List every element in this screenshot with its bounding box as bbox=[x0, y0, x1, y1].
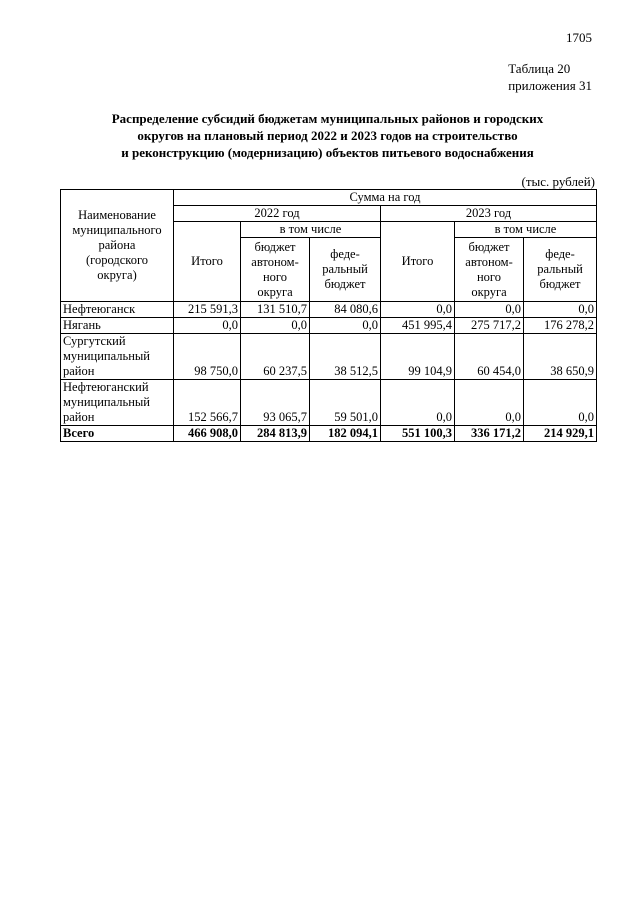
header-name-column bbox=[61, 190, 174, 302]
header-federal-2022 bbox=[310, 238, 381, 302]
table-row bbox=[61, 334, 597, 380]
header-including-2022: в том числе bbox=[241, 222, 381, 238]
cell-value: 38 512,5 bbox=[310, 334, 381, 380]
total-value: 466 908,0 bbox=[174, 426, 241, 442]
total-value: 336 171,2 bbox=[455, 426, 524, 442]
header-federal-2023 bbox=[524, 238, 597, 302]
total-value: 284 813,9 bbox=[241, 426, 310, 442]
header-text: муниципального bbox=[72, 223, 162, 237]
row-name-text: Сургутский bbox=[63, 334, 126, 348]
cell-value: 0,0 bbox=[381, 380, 455, 426]
header-text: ного bbox=[262, 269, 287, 284]
cell-value: 451 995,4 bbox=[381, 318, 455, 334]
header-text: бюджет bbox=[254, 239, 296, 254]
page-number: 1705 bbox=[566, 30, 592, 45]
cell-value: 59 501,0 bbox=[310, 380, 381, 426]
cell-value: 93 065,7 bbox=[241, 380, 310, 426]
header-text: ного bbox=[476, 269, 501, 284]
row-name-text: муниципальный bbox=[63, 395, 150, 409]
header-year-2023: 2023 год bbox=[381, 206, 597, 222]
row-name bbox=[61, 380, 174, 426]
header-text: автоном- bbox=[251, 254, 299, 269]
document-title-line: и реконструкцию (модернизацию) объектов питьевого водоснабжения bbox=[121, 145, 534, 160]
row-name-text: Нефтеюганск bbox=[63, 302, 136, 316]
cell-value: 275 717,2 bbox=[455, 318, 524, 334]
subsidy-table bbox=[60, 189, 597, 442]
header-text: округа bbox=[257, 284, 293, 299]
header-text: бюджет bbox=[468, 239, 510, 254]
header-text: района bbox=[98, 238, 136, 252]
total-row bbox=[61, 426, 597, 442]
table-reference bbox=[508, 60, 592, 94]
cell-value: 60 454,0 bbox=[455, 334, 524, 380]
document-title bbox=[60, 110, 595, 161]
total-value: 182 094,1 bbox=[310, 426, 381, 442]
units-label: (тыс. рублей) bbox=[521, 174, 595, 189]
cell-value: 60 237,5 bbox=[241, 334, 310, 380]
header-budget-ao-2023 bbox=[455, 238, 524, 302]
total-row-name: Всего bbox=[61, 426, 174, 442]
row-name-text: район bbox=[63, 410, 95, 424]
cell-value: 0,0 bbox=[455, 380, 524, 426]
header-total-2023: Итого bbox=[381, 222, 455, 302]
cell-value: 99 104,9 bbox=[381, 334, 455, 380]
cell-value: 0,0 bbox=[455, 302, 524, 318]
table-row bbox=[61, 380, 597, 426]
cell-value: 98 750,0 bbox=[174, 334, 241, 380]
header-text: округа) bbox=[97, 268, 137, 282]
table-row bbox=[61, 302, 597, 318]
header-text: бюджет bbox=[324, 277, 366, 291]
header-text: феде- bbox=[330, 247, 360, 261]
cell-value: 176 278,2 bbox=[524, 318, 597, 334]
cell-value: 0,0 bbox=[174, 318, 241, 334]
table-reference-line: приложения 31 bbox=[508, 78, 592, 93]
document-title-line: округов на плановый период 2022 и 2023 годов на строительство bbox=[137, 128, 518, 143]
cell-value: 131 510,7 bbox=[241, 302, 310, 318]
cell-value: 0,0 bbox=[310, 318, 381, 334]
header-text: округа bbox=[471, 284, 507, 299]
cell-value: 0,0 bbox=[524, 380, 597, 426]
header-sum-per-year: Сумма на год bbox=[174, 190, 597, 206]
header-including-2023: в том числе bbox=[455, 222, 597, 238]
row-name-text: район bbox=[63, 364, 95, 378]
table-reference-line: Таблица 20 bbox=[508, 61, 571, 76]
header-text: бюджет bbox=[539, 277, 581, 291]
total-value: 214 929,1 bbox=[524, 426, 597, 442]
header-text: ральный bbox=[322, 262, 368, 276]
header-text: (городского bbox=[85, 253, 149, 267]
header-year-2022: 2022 год bbox=[174, 206, 381, 222]
cell-value: 215 591,3 bbox=[174, 302, 241, 318]
cell-value: 0,0 bbox=[381, 302, 455, 318]
row-name-text: Нягань bbox=[63, 318, 101, 332]
cell-value: 152 566,7 bbox=[174, 380, 241, 426]
row-name-text: муниципальный bbox=[63, 349, 150, 363]
header-total-2022: Итого bbox=[174, 222, 241, 302]
cell-value: 38 650,9 bbox=[524, 334, 597, 380]
cell-value: 84 080,6 bbox=[310, 302, 381, 318]
header-text: автоном- bbox=[465, 254, 513, 269]
header-text: феде- bbox=[545, 247, 575, 261]
table-row bbox=[61, 318, 597, 334]
total-value: 551 100,3 bbox=[381, 426, 455, 442]
document-title-line: Распределение субсидий бюджетам муниципальных районов и городских bbox=[111, 111, 544, 126]
header-text: Наименование bbox=[78, 208, 156, 222]
row-name bbox=[61, 318, 174, 334]
header-text: ральный bbox=[537, 262, 583, 276]
row-name-text: Нефтеюганский bbox=[63, 380, 149, 394]
cell-value: 0,0 bbox=[241, 318, 310, 334]
cell-value: 0,0 bbox=[524, 302, 597, 318]
header-budget-ao-2022 bbox=[241, 238, 310, 302]
row-name bbox=[61, 302, 174, 318]
row-name bbox=[61, 334, 174, 380]
